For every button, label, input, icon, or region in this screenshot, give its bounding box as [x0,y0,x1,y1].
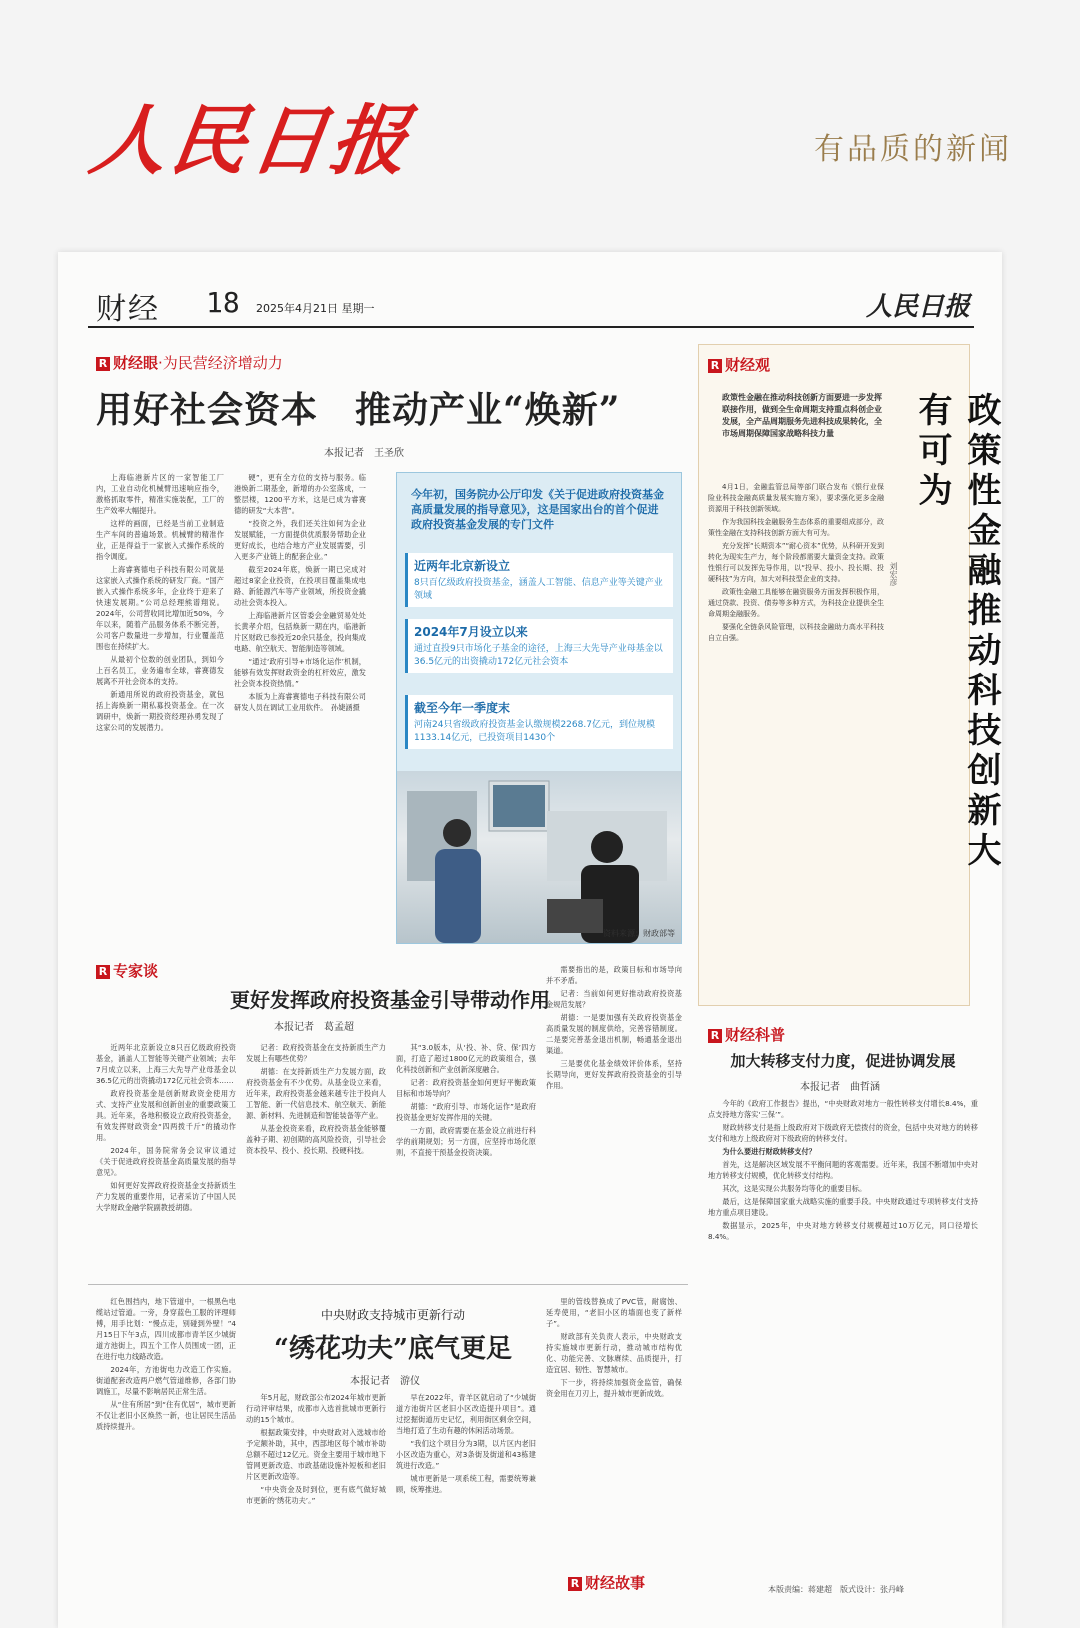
expert-column-2: 记者：政府投资基金在支持新质生产力发展上有哪些优势？ 胡德：在支持新质生产力发展方面，政府投资基金有不少优势。从基金设立来看，近年来，政府投资基金越来越专注于投向人工智能、新一代信息技术、航空航天、新能源、新材料、先进制造和智能装备等产业。 从基金投资来看，政府投资基金能够覆盖种子期、初创期的高风险投资，引导社会资本投早、投小、投长期、投硬科技。 [246,1043,386,1155]
urban-byline: 本报记者 游仪 [350,1376,420,1387]
photo-two-men-with-laptop [397,771,681,943]
lead-infographic [396,472,682,944]
lead-column-1: 上海临港新片区的一家智能工厂内，工业自动化机械臂迅速响应指令，激格抓取零件，精准实施装配，工厂的生产效率大幅提升。 这样的画面，已经是当前工业制造生产车间的普遍场景。机械臂的精准作业，正是得益于一家嵌入式操作系统的指令调度。 上海睿赛德电子科技有限公司就是这家嵌入式操作系统的研发厂商。“国产嵌入式操作系统多年，企业终于迎来了快速发展期。”公司总经理熊谱翔说。2024年，公司营收同比增加近50%，今年以来，随着产品服务体系不断完善，公司客户数量进一步增加，行业覆盖范围也在持续扩大。 从最初个位数的创业团队，到如今上百名员工，业务遍布全球，睿赛德发展离不开社会资本的支持。 新通用所说的政府投资基金，就包括上海焕新一期私募投资基金。在一次调研中，焕新一期投资经理孙勇发现了这家公司的发展潜力。 [96,473,224,732]
page-header [88,282,974,328]
section-name: 财经 [96,292,160,327]
editor-credit: 本版责编：蒋建超 版式设计：张丹峰 [768,1585,904,1594]
newspaper-page [58,252,1002,1628]
brand-logo: 人民日报 [84,96,418,185]
urban-column-4: 里的管线替换成了PVC管，耐腐蚀、延寿使用，“老旧小区的墙面也变了新样子”。 财政部有关负责人表示，中央财政支持实施城市更新行动，推动城市结构优化、功能完善、文脉赓续、品质提升，打造宜居、韧性、智慧城市。 下一步，将持续加强资金监管，确保资金用在刀刃上，提升城市更新成效。 [546,1297,682,1398]
urban-column-2: 年5月起，财政部公布2024年城市更新行动评审结果，成都市入选首批城市更新行动的15个城市。 根据政策安排，中央财政对入选城市给予定额补助，其中，西部地区每个城市补助总额不超过12亿元。资金主要用于城市地下管网更新改造、市政基础设施补短板和老旧片区更新改造等。 “中央资金及时到位，更有底气做好城市更新的‘绣花功夫’。” [246,1393,386,1505]
expert-byline: 本报记者 葛孟超 [274,1022,354,1033]
expert-column-1: 近两年北京新设立8只百亿级政府投资基金，涵盖人工智能等关键产业领域；去年7月成立以来，上海三大先导产业母基金以36.5亿元的出资撬动172亿元社会资本…… 政府投资基金是创新财政资金使用方式、支持产业发展和创新创业的重要政策工具。近年来，各地积极设立政府投资基金，有效发挥财政资金“四两拨千斤”的撬动作用。 2024年，国务院常务会议审议通过《关于促进政府投资基金高质量发展的指导意见》。 如何更好发挥政府投资基金支持新质生产力发展的重要作用，记者采访了中国人民大学财政金融学院副教授胡德。 [96,1043,236,1212]
urban-headline: “绣花功夫”底气更足 [274,1334,512,1364]
info-box-henan: 截至今年一季度末 河南24只省级政府投资基金认缴规模2268.7亿元，到位规模1133.14亿元，已投资项目1430个 [405,695,673,749]
urban-kicker: 中央财政支持城市更新行动 [320,1308,465,1322]
lead-column-2: 硬”，更有全方位的支持与服务。临港焕新二期基金，新增的办公室落成，一整层楼，1200平方米，这是已成为睿赛德的研发“大本营”。 “投资之外，我们还关注如何为企业发展赋能，一方面提供优质服务帮助企业更好成长，也结合地方产业发展需要，引入更多产业链上的配套企业。” 截至2024年底，焕新一期已完成对超过8家企业投资，在投项目覆盖集成电路、新能源汽车等产业领域，所投资金撬动社会资本投入。 上海临港新片区管委会金融贸易处处长黄孝介绍，包括焕新一期在内，临港新片区财政已参投近20余只基金，投向集成电路、航空航天、智能制造等领域。 “通过‘政府引导+市场化运作’机制，能够有效发挥财政资金的杠杆效应，激发社会资本投资热情。” 本版为上海睿赛德电子科技有限公司研发人员在调试工业用软件。 孙婕涵摄 [234,473,366,712]
issue-date: 2025年4月21日 星期一 [256,302,375,315]
photo-credit: 资料来源：财政部等 [603,929,675,938]
opinion-vertical-title: 政策性金融推动科技创新大有可为 [912,392,1001,872]
info-box-shanghai: 2024年7月设立以来 通过直投9只市场化子基金的途径，上海三大先导产业母基金以36.5亿元的出资撬动172亿元社会资本 [405,619,673,673]
expert-column-4: 需要指出的是，政策目标和市场导向并不矛盾。 记者：当前如何更好推动政府投资基金规范发展？ 胡德：一是要加强有关政府投资基金高质量发展的制度供给，完善容错制度。二是要完善基金退出机制，畅通基金退出渠道。 三是要优化基金绩效评价体系，坚持长期导向，更好发挥政府投资基金的引导作用。 [546,965,682,1090]
opinion-tag: R 财经观 [708,354,770,375]
page-number: 18 [206,286,240,319]
expert-column-3: 其“3.0版本，从‘投、补、贷、保’四方面，打造了超过1800亿元的政策组合，强化科技创新和产业创新深度融合。 记者：政府投资基金如何更好平衡政策目标和市场导向？ 胡德：“政府引导、市场化运作”是政府投资基金更好发挥作用的关键。 一方面，政府需要在基金设立前进行科学的前期规划；另一方面，应坚持市场化原则，不直接干预基金投资决策。 [396,1043,536,1157]
expert-headline: 更好发挥政府投资基金引导带动作用 [230,988,550,1012]
urban-column-1: 红色围挡内，地下管道中，一根黑色电缆站过管道。一旁，身穿蓝色工服的评理师傅，用手比划：“慢点走，别碰到外壁！”4月15日下午3点，四川成都市青羊区少城街道方池街上，四五个工作人员围成一团，正在进行电力线路改造。 2024年，方池街电力改造工作实施。街道配套改造两户燃气管道维修，各部门协调施工，尽量不影响居民正常生活。 从“住有所居”到“住有优居”，城市更新不仅让老旧小区焕然一新，也让居民生活品质持续提升。 [96,1297,236,1431]
urban-column-3: 早在2022年，青羊区就启动了“少城街道方池街片区老旧小区改造提升项目”。通过挖掘街道历史记忆，利用街区剩余空间，当地打造了生动有趣的休闲活动场景。 “我们这个项目分为3期，以片区内老旧小区改造为重心，对3条街及街道和43栋建筑进行改造。” 城市更新是一项系统工程，需要统筹兼顾，统筹推进。 [396,1393,536,1494]
science-headline: 加大转移支付力度，促进协调发展 [730,1052,956,1070]
story-tag: R 财经故事 [568,1572,645,1593]
info-box-policy: 今年初，国务院办公厅印发《关于促进政府投资基金高质量发展的指导意见》，这是国家出台的首个促进政府投资基金发展的专门文件 [411,488,664,531]
lead-photo [397,771,681,943]
opinion-author: 刘宏彦 [889,562,898,586]
lead-tag: R 财经眼·为民营经济增动力 [96,352,283,373]
opinion-summary: 政策性金融在推动科技创新方面要进一步发挥联接作用，做到全生命周期支持重点科创企业发展，全产品周期服务先进科技成果转化，全市场周期保障国家战略科技力量 [722,393,882,438]
brand-slogan: 有品质的新闻 [814,132,1012,167]
science-byline: 本报记者 曲哲涵 [800,1082,880,1093]
science-body: 今年的《政府工作报告》提出，“中央财政对地方一般性转移支付增长8.4%，重点支持地方落实‘三保’”。 财政转移支付是指上级政府对下级政府无偿拨付的资金，包括中央对地方的转移支付和地方上级政府对下级政府的转移支付。 为什么要进行财政转移支付？ 首先，这是解决区域发展不平衡问题的客观需要。近年来，我国不断增加中央对地方转移支付规模，优化转移支付结构。 其次，这是实现公共服务均等化的重要目标。 最后，这是保障国家重大战略实施的重要手段。中央财政通过专项转移支付支持地方重点项目建设。 数据显示，2025年，中央对地方转移支付规模超过10万亿元，同口径增长8.4%。 [708,1099,978,1241]
science-tag: R 财经科普 [708,1024,785,1045]
section-divider [88,1284,688,1285]
lead-headline: 用好社会资本 推动产业“焕新” [96,389,621,431]
expert-tag: R 专家谈 [96,960,158,981]
masthead-logo: 人民日报 [865,292,970,322]
lead-byline: 本报记者 王圣欣 [324,448,404,459]
info-box-beijing: 近两年北京新设立 8只百亿级政府投资基金，涵盖人工智能、信息产业等关键产业领域 [405,553,673,607]
opinion-body: 4月1日，金融监管总局等部门联合发布《银行业保险业科技金融高质量发展实施方案》，要求强化更多金融资源用于科技创新领域。 作为我国科技金融服务生态体系的重要组成部分，政策性金融在支持科技创新方面大有可为。 充分发挥“长期资本”“耐心资本”优势，从科研开发到转化为现实生产力，每个阶段都需要大量资金支持。政策性银行可以发挥先导作用，以“投早、投小、投长期、投硬科技”为方向，加大对科技型企业的支持。 政策性金融工具能够在融资服务方面发挥积极作用，通过贷款、投资、债券等多种方式，为科技企业提供全生命周期金融服务。 要强化全链条风险管理，以科技金融助力高水平科技自立自强。 [708,483,884,642]
